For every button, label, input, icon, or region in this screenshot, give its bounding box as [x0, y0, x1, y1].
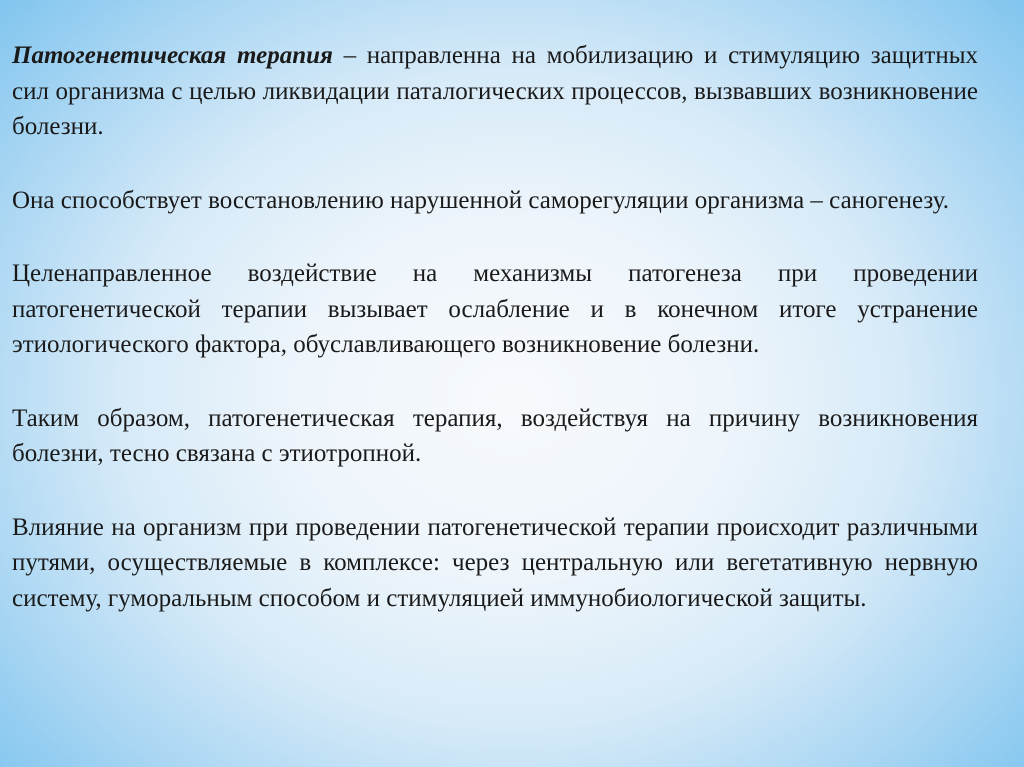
- slide-content: [12, 38, 978, 654]
- paragraph-sanogenesis: Она способствует восстановлению нарушенной саморегуляции организма – саногенезу.: [12, 186, 949, 214]
- paragraph-definition: [12, 38, 978, 145]
- definition-text: – направленна на мобилизацию и стимуляцию защитных сил организма с целью ликвидации паталогических процессов, вызвавших возникновение болезни.: [12, 42, 978, 140]
- term-heading: Патогенетическая терапия: [12, 42, 333, 69]
- paragraph-conclusion: Таким образом, патогенетическая терапия, воздействуя на причину возникновения болезни, тесно связана с этиотропной.: [12, 404, 978, 467]
- paragraph-pathways: Влияние на организм при проведении патогенетической терапии происходит различными путями, осуществляемые в комплексе: через центральную или вегетативную нервную систему, гуморальным способом и стимуляцией иммунобиологической защиты.: [12, 513, 978, 612]
- paragraph-pathogenesis-impact: Целенаправленное воздействие на механизмы патогенеза при проведении патогенетической терапии вызывает ослабление и в конечном итоге устранение этиологического фактора, обуславливающего возникновение болезни.: [12, 260, 978, 358]
